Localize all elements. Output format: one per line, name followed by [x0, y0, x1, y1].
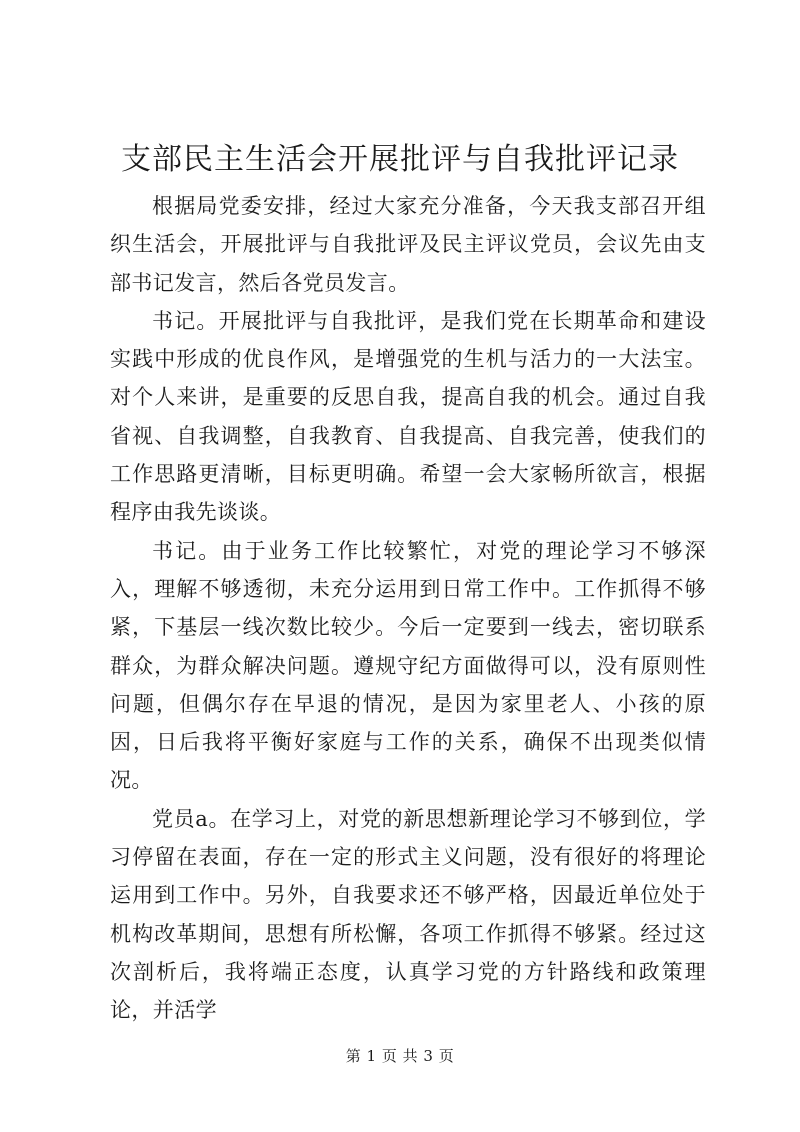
document-body	[110, 187, 706, 1030]
paragraph-secretary-self-criticism: 书记。由于业务工作比较繁忙，对党的理论学习不够深入，理解不够透彻，未充分运用到日常工作中。工作抓得不够紧，下基层一线次数比较少。今后一定要到一线去，密切联系群众，为群众解决问题。遵规守纪方面做得可以，没有原则性问题，但偶尔存在早退的情况，是因为家里老人、小孩的原因，日后我将平衡好家庭与工作的关系，确保不出现类似情况。	[110, 538, 706, 793]
document-title: 支部民主生活会开展批评与自我批评记录	[121, 142, 679, 177]
page-number-footer: 第 1 页 共 3 页	[345, 1047, 455, 1065]
paragraph-member-a: 党员a。在学习上，对党的新思想新理论学习不够到位，学习停留在表面，存在一定的形式主义问题，没有很好的将理论运用到工作中。另外，自我要求还不够严格，因最近单位处于机构改革期间，思想有所松懈，各项工作抓得不够紧。经过这次剖析后，我将端正态度，认真学习党的方针路线和政策理论，并活学	[110, 806, 706, 1023]
paragraph-intro: 根据局党委安排，经过大家充分准备，今天我支部召开组织生活会，开展批评与自我批评及民主评议党员，会议先由支部书记发言，然后各党员发言。	[110, 194, 706, 295]
paragraph-secretary-opening: 书记。开展批评与自我批评，是我们党在长期革命和建设实践中形成的优良作风，是增强党的生机与活力的一大法宝。对个人来讲，是重要的反思自我，提高自我的机会。通过自我省视、自我调整，自我教育、自我提高、自我完善，使我们的工作思路更清晰，目标更明确。希望一会大家畅所欲言，根据程序由我先谈谈。	[110, 308, 706, 525]
